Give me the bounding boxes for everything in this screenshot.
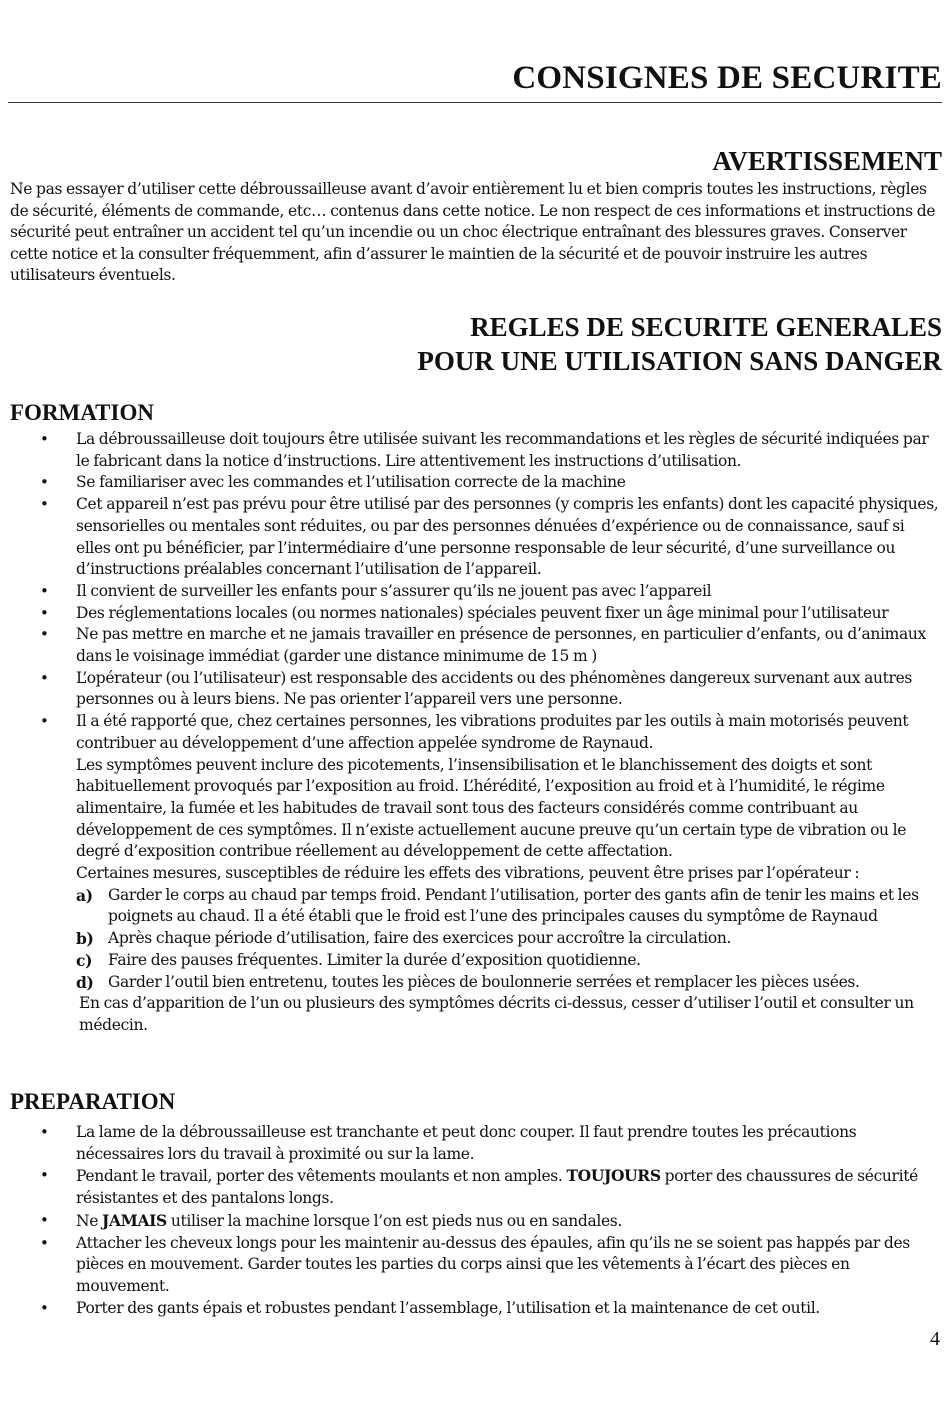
page-title: CONSIGNES DE SECURITE	[512, 60, 942, 96]
list-item	[0, 1122, 950, 1165]
list-item-text: L’opérateur (ou l’utilisateur) est responsable des accidents ou des phénomènes dangereux survenant aux autres personnes ou à leurs biens. Ne pas orienter l’appareil vers une personne.	[76, 668, 913, 709]
bullet-icon: •	[40, 625, 49, 644]
measure-item-b	[76, 928, 942, 950]
list-item-text	[76, 1210, 942, 1233]
list-item-text: La débroussailleuse doit toujours être utilisée suivant les recommandations et les règles de sécurité indiquées par le fabricant dans la notice d’instructions. Lire attentivement les instructions d’utilisation.	[76, 430, 929, 470]
text-run: porter des chaussures de sécurité résistantes et des pantalons longs.	[76, 1167, 918, 1208]
rules-heading-line2: POUR UNE UTILISATION SANS DANGER	[417, 346, 942, 376]
bullet-icon: •	[40, 473, 49, 492]
warning-paragraph: Ne pas essayer d’utiliser cette débroussailleuse avant d’avoir entièrement lu et bien compris toutes les instructions, règles de sécurité, éléments de commande, etc… contenus dans cette notice. Le non respect de ces informations et instructions de sécurité peut entraîner un accident tel qu’un incendie ou un choc électrique entraînant des blessures graves. Conserver cette notice et la consulter fréquemment, afin d’assurer le maintien de la sécurité et de pouvoir instruire les autres utilisateurs éventuels.	[10, 180, 936, 284]
text-run: Pendant le travail, porter des vêtements moulants et non amples.	[76, 1167, 567, 1186]
list-item	[0, 603, 950, 625]
list-item	[0, 1233, 950, 1298]
bullet-icon: •	[40, 1233, 49, 1252]
text-run: utiliser la machine lorsque l’on est pieds nus ou en sandales.	[166, 1211, 622, 1230]
raynaud-intro: Il a été rapporté que, chez certaines personnes, les vibrations produites par les outils à main motorisés peuvent contribuer au développement d’une affection appelée syndrome de Raynaud.	[76, 712, 909, 752]
title-underline	[8, 102, 942, 103]
raynaud-closing: En cas d’apparition de l’un ou plusieurs des symptômes décrits ci-dessus, cesser d’utiliser l’outil et consulter un médecin.	[79, 994, 914, 1034]
raynaud-symptoms: Les symptômes peuvent inclure des picotements, l’insensibilisation et le blanchissement des doigts et sont habituellement provoqués par l’exposition au froid. L’hérédité, l’exposition au froid et à l’humidité, le régime alimentaire, la fumée et les habitudes de travail sont tous des facteurs considérés comme contribuant au développement de ces symptômes. Il n’existe actuellement aucune preuve qu’un certain type de vibration ou le degré d’exposition contribue réellement au développement de cette affectation.	[76, 755, 907, 861]
measure-label: b)	[76, 929, 94, 949]
list-item	[0, 581, 950, 603]
list-item	[0, 494, 950, 581]
list-item-text: La lame de la débroussailleuse est tranchante et peut donc couper. Il faut prendre toutes les précautions nécessaires lors du travail à proximité ou sur la lame.	[76, 1123, 857, 1163]
measure-text: Garder le corps au chaud par temps froid. Pendant l’utilisation, porter des gants afin de tenir les mains et les poignets au chaud. Il a été établi que le froid est l’une des principales causes du symptôme de Raynaud	[108, 885, 919, 926]
measure-label: d)	[76, 972, 94, 992]
bullet-icon: •	[40, 581, 49, 600]
list-item	[0, 1298, 950, 1320]
emphasis-toujours: TOUJOURS	[566, 1166, 661, 1186]
bullet-icon: •	[40, 495, 49, 514]
bullet-icon: •	[40, 1166, 49, 1185]
bullet-icon: •	[40, 603, 49, 622]
bullet-icon: •	[40, 712, 49, 731]
list-item-text: Des réglementations locales (ou normes nationales) spéciales peuvent fixer un âge minimal pour l’utilisateur	[76, 603, 889, 622]
list-item-raynaud	[0, 711, 950, 1037]
list-item-text: Cet appareil n’est pas prévu pour être utilisé par des personnes (y compris les enfants) dont les capacité physiques, sensorielles ou mentales sont réduites, ou par des personnes dénuées d’expérience ou de connaissance, sauf si elles ont pu bénéficier, par l’intermédiaire d’une personne responsable de leur sécurité, d’une surveillance ou d’instructions préalables concernant l’utilisation de l’appareil.	[76, 495, 939, 579]
list-item	[0, 624, 950, 667]
bullet-icon: •	[40, 1298, 49, 1317]
measure-item-c	[76, 950, 942, 972]
list-item	[0, 1165, 950, 1209]
page-number: 4	[930, 1328, 940, 1350]
formation-list	[0, 429, 950, 1037]
formation-heading: FORMATION	[10, 400, 154, 425]
bullet-icon: •	[40, 430, 49, 448]
measure-text: Après chaque période d’utilisation, faire des exercices pour accroître la circulation.	[108, 929, 732, 948]
measure-item-d	[76, 972, 942, 994]
list-item-text: Attacher les cheveux longs pour les maintenir au-dessus des épaules, afin qu’ils ne se soient pas happés par des pièces en mouvement. Garder toutes les parties du corps ainsi que les vêtements à l’écart des pièces en mouvement.	[76, 1233, 910, 1295]
measure-label: c)	[76, 950, 93, 970]
list-item-text: Ne pas mettre en marche et ne jamais travailler en présence de personnes, en particulier d’enfants, ou d’animaux dans le voisinage immédiat (garder une distance minimume de 15 m )	[76, 625, 926, 666]
measure-text: Faire des pauses fréquentes. Limiter la durée d’exposition quotidienne.	[108, 950, 641, 969]
list-item	[0, 1210, 950, 1233]
list-item-text: Il convient de surveiller les enfants pour s’assurer qu’ils ne jouent pas avec l’appareil	[76, 581, 712, 600]
raynaud-measures: Certaines mesures, susceptibles de réduire les effets des vibrations, peuvent être prises par l’opérateur :	[76, 864, 860, 883]
list-item-text: Porter des gants épais et robustes pendant l’assemblage, l’utilisation et la maintenance de cet outil.	[76, 1298, 820, 1317]
measure-text: Garder l’outil bien entretenu, toutes les pièces de boulonnerie serrées et remplacer les pièces usées.	[108, 972, 860, 991]
list-item	[0, 668, 950, 711]
rules-heading-line1: REGLES DE SECURITE GENERALES	[470, 312, 942, 342]
bullet-icon: •	[40, 1123, 49, 1141]
measure-item-a	[76, 885, 942, 928]
preparation-list	[0, 1122, 950, 1319]
text-run: Ne	[76, 1211, 103, 1230]
list-item-text: Se familiariser avec les commandes et l’utilisation correcte de la machine	[76, 473, 626, 492]
preparation-heading: PREPARATION	[10, 1089, 176, 1114]
measure-label: a)	[76, 885, 93, 905]
bullet-icon: •	[40, 668, 49, 687]
list-item	[0, 472, 950, 494]
emphasis-jamais: JAMAIS	[102, 1210, 167, 1230]
warning-heading: AVERTISSEMENT	[712, 146, 942, 176]
list-item-text	[76, 1165, 942, 1209]
list-item	[0, 429, 950, 472]
bullet-icon: •	[40, 1210, 49, 1229]
